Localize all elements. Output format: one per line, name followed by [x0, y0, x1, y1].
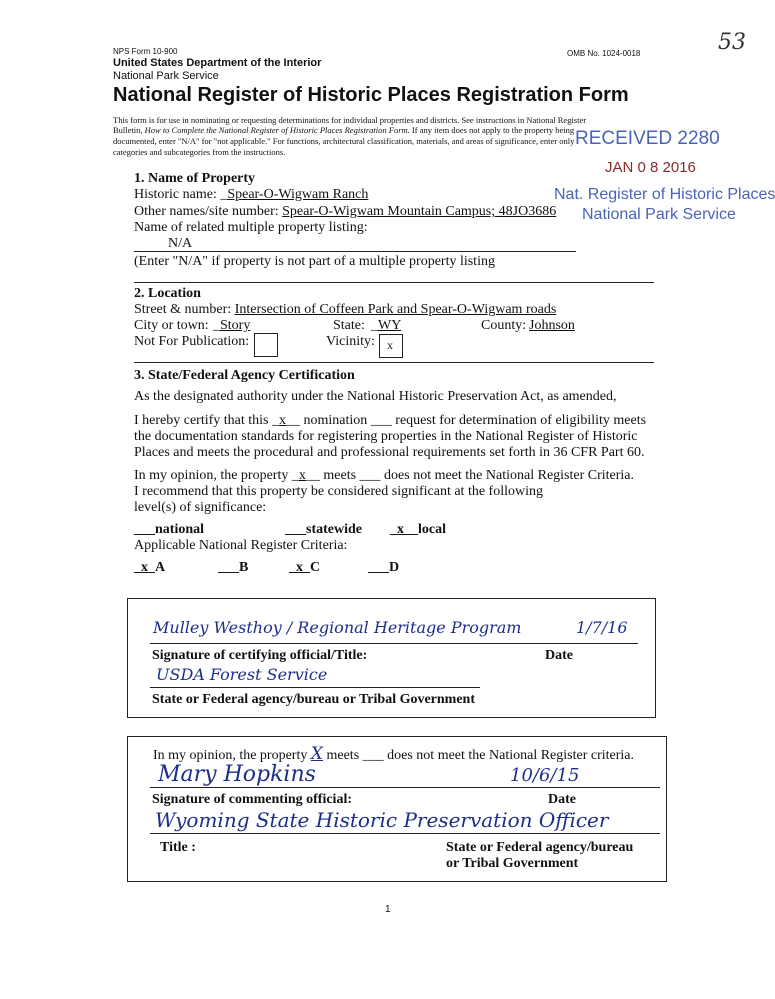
title-line	[150, 833, 660, 834]
city-value: _Story	[213, 318, 251, 333]
criterion-d: ___D	[368, 560, 400, 575]
related-listing-line	[134, 251, 576, 252]
criteria-label: Applicable National Register Criteria:	[134, 538, 348, 553]
commenting-signature-label: Signature of commenting official:	[152, 792, 352, 807]
opinion-line-2: I recommend that this property be considered significant at the following	[134, 484, 543, 499]
instructions-line-1: This form is for use in nominating or requesting determinations for individual properties and districts. See instructions in National Register	[113, 115, 587, 125]
not-for-publication-label: Not For Publication:	[134, 334, 250, 349]
criterion-b: ___B	[218, 560, 249, 575]
instructions-line-2: Bulletin, How to Complete the National Register of Historic Places Registration Form. If any item does not apply to the property being	[113, 125, 575, 135]
vicinity-label: Vicinity:	[326, 334, 375, 349]
historic-name-value: Spear-O-Wigwam Ranch	[227, 187, 369, 202]
not-for-publication-checkbox[interactable]	[254, 333, 278, 357]
section-1-heading: 1. Name of Property	[134, 171, 256, 186]
section-divider	[134, 362, 654, 363]
state-label: State:	[333, 318, 365, 333]
opinion-line-3: level(s) of significance:	[134, 500, 267, 515]
related-listing-value: N/A	[168, 236, 193, 251]
instructions-line-3: documented, enter "N/A" for "not applicable." For functions, architectural classification, materials, and areas of significance, enter only	[113, 136, 575, 146]
street-row: Street & number: Intersection of Coffeen Park and Spear-O-Wigwam roads	[134, 302, 557, 317]
commenting-agency-label-1: State or Federal agency/bureau	[446, 840, 634, 855]
register-stamp-line-2: National Park Service	[582, 206, 736, 223]
certifying-date-label: Date	[545, 648, 573, 663]
criterion-c: _x_C	[289, 560, 321, 575]
certifying-signature-label: Signature of certifying official/Title:	[152, 648, 368, 663]
certifying-signature: Mulley Westhoy / Regional Heritage Program	[153, 618, 522, 637]
signature-line	[150, 643, 638, 644]
agency-name: National Park Service	[113, 70, 219, 82]
page-handwritten-mark: 53	[718, 30, 746, 55]
opinion-line-1: In my opinion, the property _x__ meets ___ does not meet the National Register Criteria.	[134, 468, 635, 483]
related-listing-label: Name of related multiple property listing:	[134, 220, 368, 235]
commenting-title-handwritten: Wyoming State Historic Preservation Officer	[155, 808, 609, 832]
historic-name-row: Historic name: _Spear-O-Wigwam Ranch	[134, 187, 369, 202]
commenting-agency-label-2: or Tribal Government	[446, 856, 579, 871]
commenting-date-label: Date	[548, 792, 576, 807]
commenting-opinion-line: In my opinion, the property X meets ___ does not meet the National Register criteria.	[153, 744, 634, 764]
instructions-line-4: categories and subcategories from the instructions.	[113, 147, 286, 157]
signature-line	[150, 787, 660, 788]
omb-number: OMB No. 1024-0018	[567, 49, 641, 58]
level-local: _x__local	[390, 522, 446, 537]
county-label: County:	[481, 318, 527, 333]
other-names-value: Spear-O-Wigwam Mountain Campus; 48JO3686	[282, 204, 557, 219]
certify-line-3: Places and meets the procedural and professional requirements set forth in 36 CFR Part 60.	[134, 445, 645, 460]
section-1-note: (Enter "N/A" if property is not part of a multiple property listing	[134, 254, 495, 269]
vicinity-check-mark: x	[387, 338, 393, 352]
certifying-date: 1/7/16	[576, 618, 628, 637]
street-value: Intersection of Coffeen Park and Spear-O-Wigwam roads	[234, 302, 557, 317]
certify-line-2: the documentation standards for registering properties in the National Register of Historic	[134, 429, 638, 444]
register-stamp-line-1: Nat. Register of Historic Places	[554, 186, 775, 203]
city-label: City or town:	[134, 318, 209, 333]
authority-text: As the designated authority under the National Historic Preservation Act, as amended,	[134, 389, 617, 404]
criterion-a: _x_A	[134, 560, 166, 575]
department-name: United States Department of the Interior	[113, 57, 322, 69]
county-value: Johnson	[529, 318, 575, 333]
level-national: ___national	[134, 522, 205, 537]
form-number: NPS Form 10-900	[113, 47, 178, 56]
agency-line	[150, 687, 480, 688]
level-statewide: ___statewide	[285, 522, 362, 537]
form-title: National Register of Historic Places Registration Form	[113, 84, 629, 106]
certifying-agency-label: State or Federal agency/bureau or Tribal Government	[152, 692, 476, 707]
commenting-signature: Mary Hopkins	[158, 762, 316, 787]
commenting-title-label: Title :	[160, 840, 196, 855]
vicinity-checkbox[interactable]	[379, 334, 403, 358]
section-divider	[134, 282, 654, 283]
certifying-agency-handwritten: USDA Forest Service	[156, 665, 328, 684]
commenting-date: 10/6/15	[510, 765, 580, 786]
page-number: 1	[385, 904, 391, 915]
other-names-row: Other names/site number: Spear-O-Wigwam Mountain Campus; 48JO3686	[134, 204, 557, 219]
state-value: _WY	[371, 318, 402, 333]
section-3-heading: 3. State/Federal Agency Certification	[134, 368, 355, 383]
received-date-stamp: JAN 0 8 2016	[605, 159, 696, 176]
section-2-heading: 2. Location	[134, 286, 201, 301]
certify-line-1: I hereby certify that this _x__ nomination ___ request for determination of eligibility meets	[134, 413, 647, 428]
received-stamp: RECEIVED 2280	[575, 128, 720, 149]
